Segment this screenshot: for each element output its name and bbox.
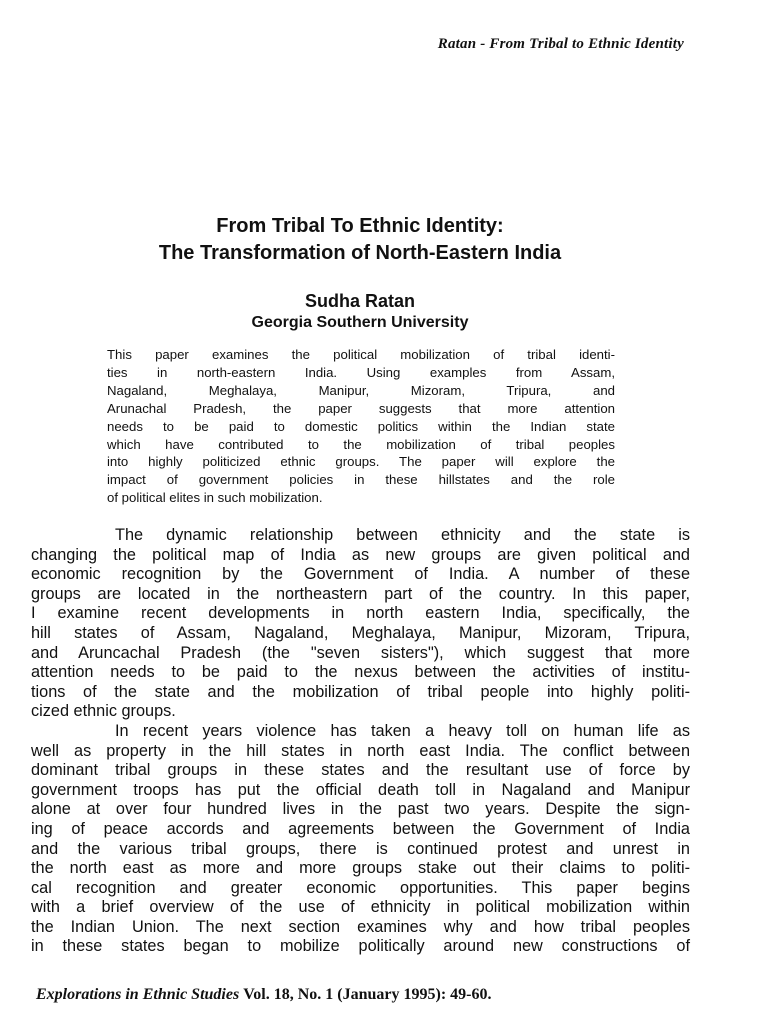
volume-citation: Vol. 18, No. 1 (January 1995): 49-60. xyxy=(243,986,492,1003)
body-line: attention needs to be paid to the nexus between the activities of institu- xyxy=(31,663,690,682)
body-line: in these states began to mobilize politically around new constructions of xyxy=(31,937,690,956)
body-line: with a brief overview of the use of ethnicity in political mobilization within xyxy=(31,898,690,917)
body-line: economic recognition by the Government of India. A number of these xyxy=(31,565,690,584)
body-line: cized ethnic groups. xyxy=(31,702,176,721)
abstract-line: which have contributed to the mobilization of tribal peoples xyxy=(107,436,615,452)
author-affiliation: Georgia Southern University xyxy=(251,314,469,331)
abstract-line: Nagaland, Meghalaya, Manipur, Mizoram, Tripura, and xyxy=(107,382,615,398)
body-line: tions of the state and the mobilization of tribal people into highly politi- xyxy=(31,682,690,701)
body-line: and Aruncachal Pradesh (the "seven sisters"), which suggest that more xyxy=(31,643,690,662)
body-line: alone at over four hundred lives in the past two years. Despite the sign- xyxy=(31,800,690,819)
title-block xyxy=(0,213,720,334)
body-line: and the various tribal groups, there is continued protest and unrest in xyxy=(31,839,690,858)
body-line: dominant tribal groups in these states and the resultant use of force by xyxy=(31,761,690,780)
abstract-line: of political elites in such mobilization. xyxy=(107,490,323,506)
body-text xyxy=(31,526,690,957)
body-line: changing the political map of India as new groups are given political and xyxy=(31,545,690,564)
body-line: the Indian Union. The next section examines why and how tribal peoples xyxy=(31,917,690,936)
abstract-line: ties in north-eastern India. Using examples from Assam, xyxy=(107,364,615,380)
body-line: well as property in the hill states in north east India. The conflict between xyxy=(31,741,690,760)
body-line: In recent years violence has taken a heavy toll on human life as xyxy=(115,721,690,740)
journal-name: Explorations in Ethnic Studies xyxy=(36,986,240,1003)
body-line: groups are located in the northeastern part of the country. In this paper, xyxy=(31,584,690,603)
abstract-line: This paper examines the political mobilization of tribal identi- xyxy=(107,347,615,362)
body-line: ing of peace accords and agreements between the Government of India xyxy=(31,819,690,838)
abstract xyxy=(107,346,615,507)
running-head: Ratan - From Tribal to Ethnic Identity xyxy=(437,36,684,52)
footer-citation xyxy=(36,986,491,1004)
body-line: The dynamic relationship between ethnicity and the state is xyxy=(115,526,690,544)
paper-title-line-2: The Transformation of North-Eastern India xyxy=(158,242,562,264)
abstract-line: into highly politicized ethnic groups. The paper will explore the xyxy=(107,454,615,470)
author-name: Sudha Ratan xyxy=(304,291,415,311)
abstract-line: Arunachal Pradesh, the paper suggests that more attention xyxy=(107,400,615,416)
body-line: government troops has put the official death toll in Nagaland and Manipur xyxy=(31,780,690,799)
body-line: hill states of Assam, Nagaland, Meghalaya, Manipur, Mizoram, Tripura, xyxy=(31,623,690,642)
abstract-line: needs to be paid to domestic politics within the Indian state xyxy=(107,418,615,434)
body-line: I examine recent developments in north eastern India, specifically, the xyxy=(31,604,690,623)
paper-title-line-1: From Tribal To Ethnic Identity: xyxy=(216,215,504,237)
body-line: cal recognition and greater economic opportunities. This paper begins xyxy=(31,878,690,897)
body-line: the north east as more and more groups stake out their claims to politi- xyxy=(31,859,690,878)
abstract-line: impact of government policies in these hillstates and the role xyxy=(107,472,615,488)
